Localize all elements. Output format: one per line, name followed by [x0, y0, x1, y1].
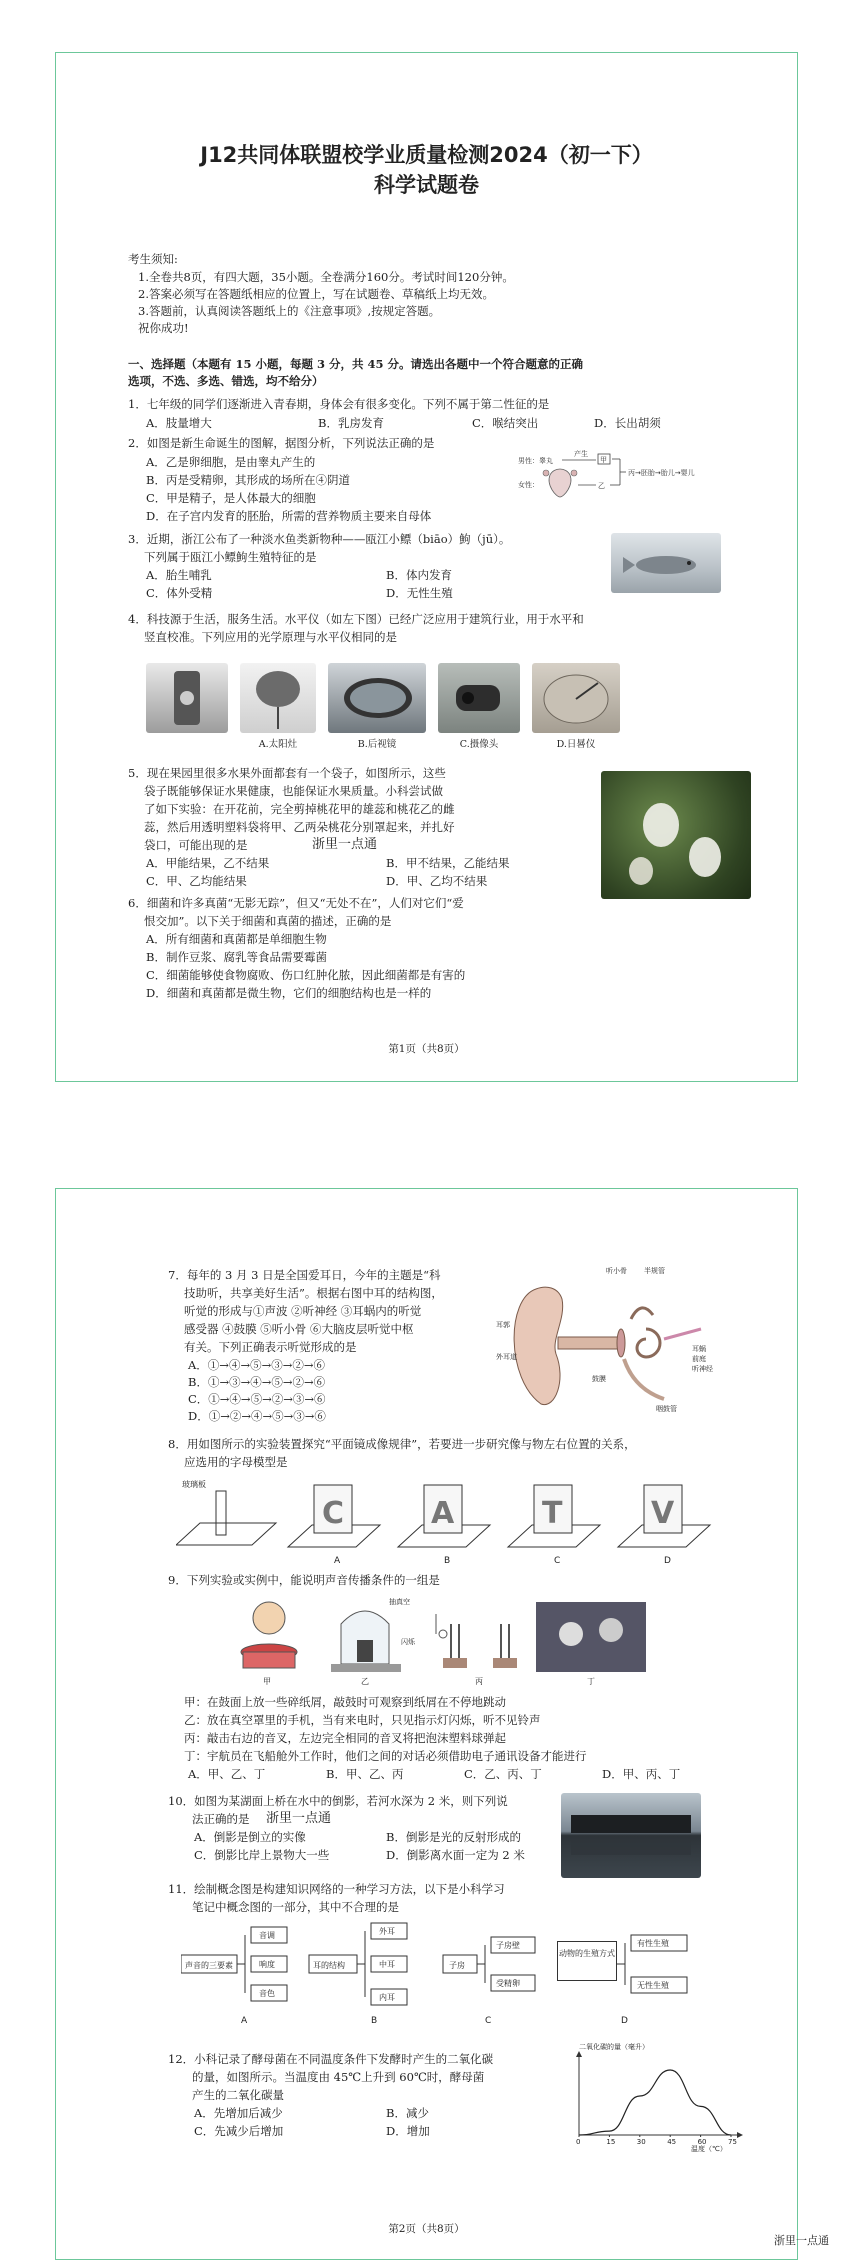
- chart-y-label: 二氧化碳的量（毫升）: [579, 2043, 649, 2051]
- question-8-stem: 应选用的字母模型是: [184, 1455, 288, 1469]
- fish-photo: [611, 533, 721, 593]
- q9-case-yi: 乙：放在真空罩里的手机，当有来电时，只见指示灯闪烁，听不见铃声: [184, 1713, 541, 1727]
- x-tick-label: 15: [606, 2138, 616, 2146]
- drum-figure: [241, 1602, 297, 1668]
- concept-map-b: [309, 1923, 407, 2005]
- notice-line: 3.答题前，认真阅读答题纸上的《注意事项》,按规定答题。: [138, 304, 441, 318]
- label-eardrum: 鼓膜: [592, 1375, 606, 1383]
- watermark-text: 浙里一点通: [266, 1811, 332, 1826]
- q10-option-a[interactable]: A．倒影是倒立的实像: [194, 1830, 306, 1844]
- letter-a: A: [431, 1496, 455, 1531]
- fig-label-bing: 丙: [475, 1677, 483, 1686]
- q2-option-c[interactable]: C．甲是精子，是人体最大的细胞: [146, 491, 316, 505]
- sundial-photo: [532, 663, 620, 733]
- label-cochlea: 耳蜗: [692, 1345, 706, 1353]
- label-eustachian: 咽鼓管: [656, 1405, 677, 1413]
- fig-label-yi: 乙: [361, 1677, 369, 1686]
- q5-option-d[interactable]: D．甲、乙均不结果: [386, 874, 488, 888]
- letter-t: T: [542, 1496, 563, 1531]
- option-b-caption: B.后视镜: [357, 739, 397, 750]
- q3-option-d[interactable]: D．无性生殖: [386, 586, 453, 600]
- camera-photo: [438, 663, 520, 733]
- co2-temperature-chart: [561, 2039, 761, 2154]
- label-vestibule: 前庭: [692, 1355, 706, 1363]
- rear-mirror-photo: [328, 663, 426, 733]
- q9-option-b[interactable]: B．甲、乙、丙: [326, 1767, 404, 1781]
- q2-option-d[interactable]: D．在子宫内发育的胚胎，所需的营养物质主要来自母体: [146, 509, 432, 523]
- q1-option-b[interactable]: B．乳房发育: [318, 416, 384, 430]
- map-a-root: 声音的三要素: [185, 1961, 233, 1970]
- model-label-d: D: [664, 1556, 671, 1566]
- concept-maps: [181, 1919, 751, 2031]
- label-auricle: 耳郭: [496, 1321, 510, 1329]
- question-5-stem: 袋口，可能出现的是: [144, 838, 248, 852]
- diagram-female-label: 女性：: [518, 481, 539, 489]
- label-auditory-nerve: 听神经: [692, 1365, 713, 1373]
- model-label-b: B: [444, 1556, 451, 1566]
- chart-x-label: 温度（℃）: [691, 2145, 727, 2153]
- uterus-icon: [549, 469, 571, 497]
- section-heading: 选项，不选、多选、错选，均不给分）: [128, 374, 324, 388]
- diagram-chain-label: 丙→胚胎→胎儿→婴儿: [628, 469, 695, 477]
- bridge-reflection-photo: [561, 1793, 701, 1878]
- q9-option-a[interactable]: A．甲、乙、丁: [188, 1767, 266, 1781]
- question-4-stem: 4．科技源于生活，服务生活。水平仪（如左下图）已经广泛应用于建筑行业，用于水平和: [128, 612, 584, 626]
- q5-option-b[interactable]: B．甲不结果，乙能结果: [386, 856, 510, 870]
- q2-option-a[interactable]: A．乙是卵细胞，是由睾丸产生的: [146, 455, 316, 469]
- q6-option-d[interactable]: D．细菌和真菌都是微生物，它们的细胞结构也是一样的: [146, 986, 432, 1000]
- q7-option-d[interactable]: D．①→②→④→⑤→③→⑥: [188, 1409, 326, 1423]
- letter-model-c: [288, 1485, 380, 1547]
- notice-line: 祝你成功!: [138, 321, 189, 335]
- y-arrow-icon: [576, 2051, 582, 2057]
- question-3-stem: 下列属于瓯江小鳔鮈生殖特征的是: [144, 550, 317, 564]
- fruit-bag-photo: [601, 771, 751, 899]
- section-heading: 一、选择题（本题有 15 小题，每题 3 分，共 45 分。请选出各题中一个符合题意的正确: [128, 357, 584, 371]
- q12-option-b[interactable]: B．减少: [386, 2106, 429, 2120]
- q9-case-ding: 丁：宇航员在飞船舱外工作时，他们之间的对话必须借助电子通讯设备才能进行: [184, 1749, 587, 1763]
- map-d-leaf: 有性生殖: [637, 1939, 669, 1948]
- question-11-stem: 11．绘制概念图是构建知识网络的一种学习方法，以下是小科学习: [168, 1882, 505, 1896]
- pump-label: 抽真空: [389, 1598, 410, 1606]
- vacuum-bell-figure: [331, 1597, 416, 1672]
- flash-label: 闪烁: [401, 1638, 415, 1646]
- question-12-stem: 12．小科记录了酵母菌在不同温度条件下发酵时产生的二氧化碳: [168, 2052, 494, 2066]
- q9-option-c[interactable]: C．乙、丙、丁: [464, 1767, 542, 1781]
- question-7-stem: 听觉的形成与①声波 ②听神经 ③耳蜗内的听觉: [184, 1304, 422, 1318]
- ear-structure-diagram: [496, 1259, 736, 1429]
- question-11-stem: 笔记中概念图的一部分，其中不合理的是: [192, 1900, 399, 1914]
- map-label-a: A: [241, 2016, 248, 2026]
- question-3-stem: 3．近期，浙江公布了一种淡水鱼类新物种——瓯江小鳔（biāo）鮈（jū）。: [128, 532, 511, 546]
- q1-option-a[interactable]: A．肢量增大: [146, 416, 212, 430]
- diagram-yi-label: 乙: [598, 482, 605, 490]
- q10-option-d[interactable]: D．倒影离水面一定为 2 米: [386, 1848, 525, 1862]
- model-label-c: C: [554, 1556, 561, 1566]
- map-a-leaf: 音调: [259, 1931, 275, 1940]
- q9-case-bing: 丙：敲击右边的音叉，左边完全相同的音叉将把泡沫塑料球弹起: [184, 1731, 506, 1745]
- letter-v: V: [651, 1496, 675, 1531]
- notice-line: 2.答案必须写在答题纸相应的位置上，写在试题卷、草稿纸上均无效。: [138, 287, 494, 301]
- concept-map-a: [181, 1927, 287, 2001]
- question-6-stem: 恨交加”。以下关于细菌和真菌的描述，正确的是: [144, 914, 392, 928]
- ovary-icon: [571, 470, 577, 476]
- letter-model-a: [398, 1485, 490, 1547]
- question-7-stem: 技助听，共享美好生活”。根据右图中耳的结构图，: [184, 1286, 443, 1300]
- question-5-stem: 5．现在果园里很多水果外面都套有一个袋子，如图所示，这些: [128, 766, 446, 780]
- label-ear-canal: 外耳道: [496, 1353, 517, 1361]
- model-label-a: A: [334, 1556, 341, 1566]
- q6-option-a[interactable]: A．所有细菌和真菌都是单细胞生物: [146, 932, 327, 946]
- q7-option-b[interactable]: B．①→③→④→⑤→②→⑥: [188, 1375, 326, 1389]
- map-b-leaf: 外耳: [379, 1927, 395, 1936]
- fig-label-jia: 甲: [263, 1677, 271, 1686]
- sound-experiment-figures: [231, 1594, 651, 1686]
- tuning-fork-figure: [436, 1614, 517, 1668]
- page-footer: 第1页（共8页）: [388, 1043, 465, 1055]
- q2-option-b[interactable]: B．丙是受精卵，其形成的场所在④阴道: [146, 473, 350, 487]
- label-ossicles: 听小骨: [606, 1267, 627, 1275]
- map-c-root: 子房: [449, 1961, 465, 1970]
- x-tick-label: 60: [697, 2138, 707, 2146]
- fig-label-ding: 丁: [587, 1677, 595, 1686]
- fertilization-diagram: [518, 445, 768, 505]
- page-footer: 第2页（共8页）: [388, 2223, 465, 2235]
- question-4-stem: 竖直校准。下列应用的光学原理与水平仪相同的是: [144, 630, 397, 644]
- map-b-leaf: 中耳: [379, 1960, 395, 1969]
- q12-option-d[interactable]: D．增加: [386, 2124, 430, 2138]
- q10-option-c[interactable]: C．倒影比岸上景物大一些: [194, 1848, 330, 1862]
- q9-option-d[interactable]: D．甲、丙、丁: [602, 1767, 681, 1781]
- label-semicircular: 半规管: [644, 1267, 665, 1275]
- q1-option-c[interactable]: C．喉结突出: [472, 416, 539, 430]
- map-c-leaf: 受精卵: [496, 1979, 520, 1988]
- ovary-icon: [543, 470, 549, 476]
- mirror-setup-figure: [176, 1479, 276, 1545]
- exam-subtitle: 科学试题卷: [374, 173, 479, 197]
- mirror-letter-models: [176, 1477, 746, 1567]
- q7-option-a[interactable]: A．①→④→⑤→③→②→⑥: [188, 1358, 325, 1372]
- map-label-d: D: [621, 2016, 628, 2026]
- q7-option-c[interactable]: C．①→④→⑤→②→③→⑥: [188, 1392, 326, 1406]
- diagram-jia-label: 甲: [600, 456, 607, 464]
- map-b-leaf: 内耳: [379, 1993, 395, 2002]
- q12-option-a[interactable]: A．先增加后减少: [194, 2106, 283, 2120]
- q12-option-c[interactable]: C．先减少后增加: [194, 2124, 284, 2138]
- map-a-leaf: 音色: [259, 1989, 275, 1998]
- question-12-stem: 产生的二氧化碳量: [192, 2088, 284, 2102]
- question-9-stem: 9．下列实验或实例中，能说明声音传播条件的一组是: [168, 1573, 440, 1587]
- x-tick-label: 30: [636, 2138, 646, 2146]
- option-d-caption: D.日晷仪: [556, 739, 596, 750]
- option-c-caption: C.摄像头: [459, 739, 499, 750]
- astronaut-photo: [536, 1602, 646, 1672]
- glass-plate-label: 玻璃板: [182, 1480, 206, 1489]
- question-6-stem: 6．细菌和许多真菌“无影无踪”，但又“无处不在”，人们对它们“爱: [128, 896, 464, 910]
- level-gauge-photo: [146, 663, 228, 733]
- map-d-leaf: 无性生殖: [637, 1981, 669, 1990]
- question-10-stem: 10．如图为某湖面上桥在水中的倒影，若河水深为 2 米，则下列说: [168, 1794, 508, 1808]
- x-tick-label: 75: [728, 2138, 737, 2146]
- co2-curve: [579, 2070, 731, 2135]
- question-7-stem: 有关。下列正确表示听觉形成的是: [184, 1340, 357, 1354]
- map-a-leaf: 响度: [259, 1960, 275, 1969]
- question-1-stem: 1．七年级的同学们逐渐进入青春期，身体会有很多变化。下列不属于第二性征的是: [128, 397, 550, 411]
- notice-heading: 考生须知:: [128, 252, 178, 266]
- q5-option-c[interactable]: C．甲、乙均能结果: [146, 874, 247, 888]
- map-b-root: 耳的结构: [313, 1961, 345, 1970]
- notice-line: 1.全卷共8页，有四大题，35小题。全卷满分160分。考试时间120分钟。: [138, 270, 514, 284]
- question-8-stem: 8．用如图所示的实验装置探究“平面镜成像规律”，若要进一步研究像与物左右位置的关系，: [168, 1437, 636, 1451]
- map-d-root: 动物的生殖方式: [557, 1941, 617, 1981]
- question-5-stem: 袋子既能够保证水果健康，也能保证水果质量。小科尝试做: [144, 784, 443, 798]
- option-a-caption: A.太阳灶: [258, 739, 298, 750]
- question-5-stem: 蕊，然后用透明塑料袋将甲、乙两朵桃花分别罩起来，并扎好: [144, 820, 455, 834]
- corner-watermark: 浙里一点通: [774, 2234, 829, 2247]
- q6-option-b[interactable]: B．制作豆浆、腐乳等食品需要霉菌: [146, 950, 327, 964]
- q3-option-a[interactable]: A．胎生哺乳: [146, 568, 212, 582]
- question-7-stem: 7．每年的 3 月 3 日是全国爱耳日，今年的主题是“科: [168, 1268, 441, 1282]
- map-label-b: B: [371, 2016, 378, 2026]
- letter-model-v: [618, 1485, 710, 1547]
- diagram-produce-label: 产生: [574, 450, 588, 458]
- letter-c: C: [322, 1496, 345, 1531]
- q9-case-jia: 甲：在鼓面上放一些碎纸屑，敲鼓时可观察到纸屑在不停地跳动: [184, 1695, 506, 1709]
- q3-option-c[interactable]: C．体外受精: [146, 586, 213, 600]
- concept-map-d: [557, 1935, 687, 1993]
- q10-option-b[interactable]: B．倒影是光的反射形成的: [386, 1830, 521, 1844]
- map-c-leaf: 子房壁: [496, 1941, 520, 1950]
- question-5-stem: 了如下实验：在开花前，完全剪掉桃花甲的雄蕊和桃花乙的雌: [144, 802, 455, 816]
- x-tick-label: 45: [667, 2138, 677, 2146]
- question-10-stem: 法正确的是: [192, 1812, 250, 1826]
- exam-page-1: [55, 52, 798, 1082]
- exam-page-2: [55, 1188, 798, 2260]
- diagram-male-label: 男性：睾丸: [518, 457, 553, 465]
- question-2-stem: 2．如图是新生命诞生的图解，据图分析，下列说法正确的是: [128, 436, 435, 450]
- q5-option-a[interactable]: A．甲能结果，乙不结果: [146, 856, 270, 870]
- q3-option-b[interactable]: B．体内发育: [386, 568, 452, 582]
- concept-map-c: [443, 1937, 535, 1991]
- question-12-stem: 的量，如图所示。当温度由 45℃上升到 60℃时，酵母菌: [192, 2070, 485, 2084]
- x-tick-label: 0: [576, 2138, 581, 2146]
- map-label-c: C: [485, 2016, 492, 2026]
- solar-cooker-photo: [240, 663, 316, 733]
- q1-option-d[interactable]: D．长出胡须: [594, 416, 661, 430]
- question-7-stem: 感受器 ④鼓膜 ⑤听小骨 ⑥大脑皮层听觉中枢: [184, 1322, 414, 1336]
- letter-model-t: [508, 1485, 600, 1547]
- x-arrow-icon: [737, 2132, 743, 2138]
- exam-title: J12共同体联盟校学业质量检测2024（初一下）: [200, 143, 653, 167]
- q6-option-c[interactable]: C．细菌能够使食物腐败、伤口红肿化脓，因此细菌都是有害的: [146, 968, 466, 982]
- watermark-text: 浙里一点通: [312, 837, 378, 852]
